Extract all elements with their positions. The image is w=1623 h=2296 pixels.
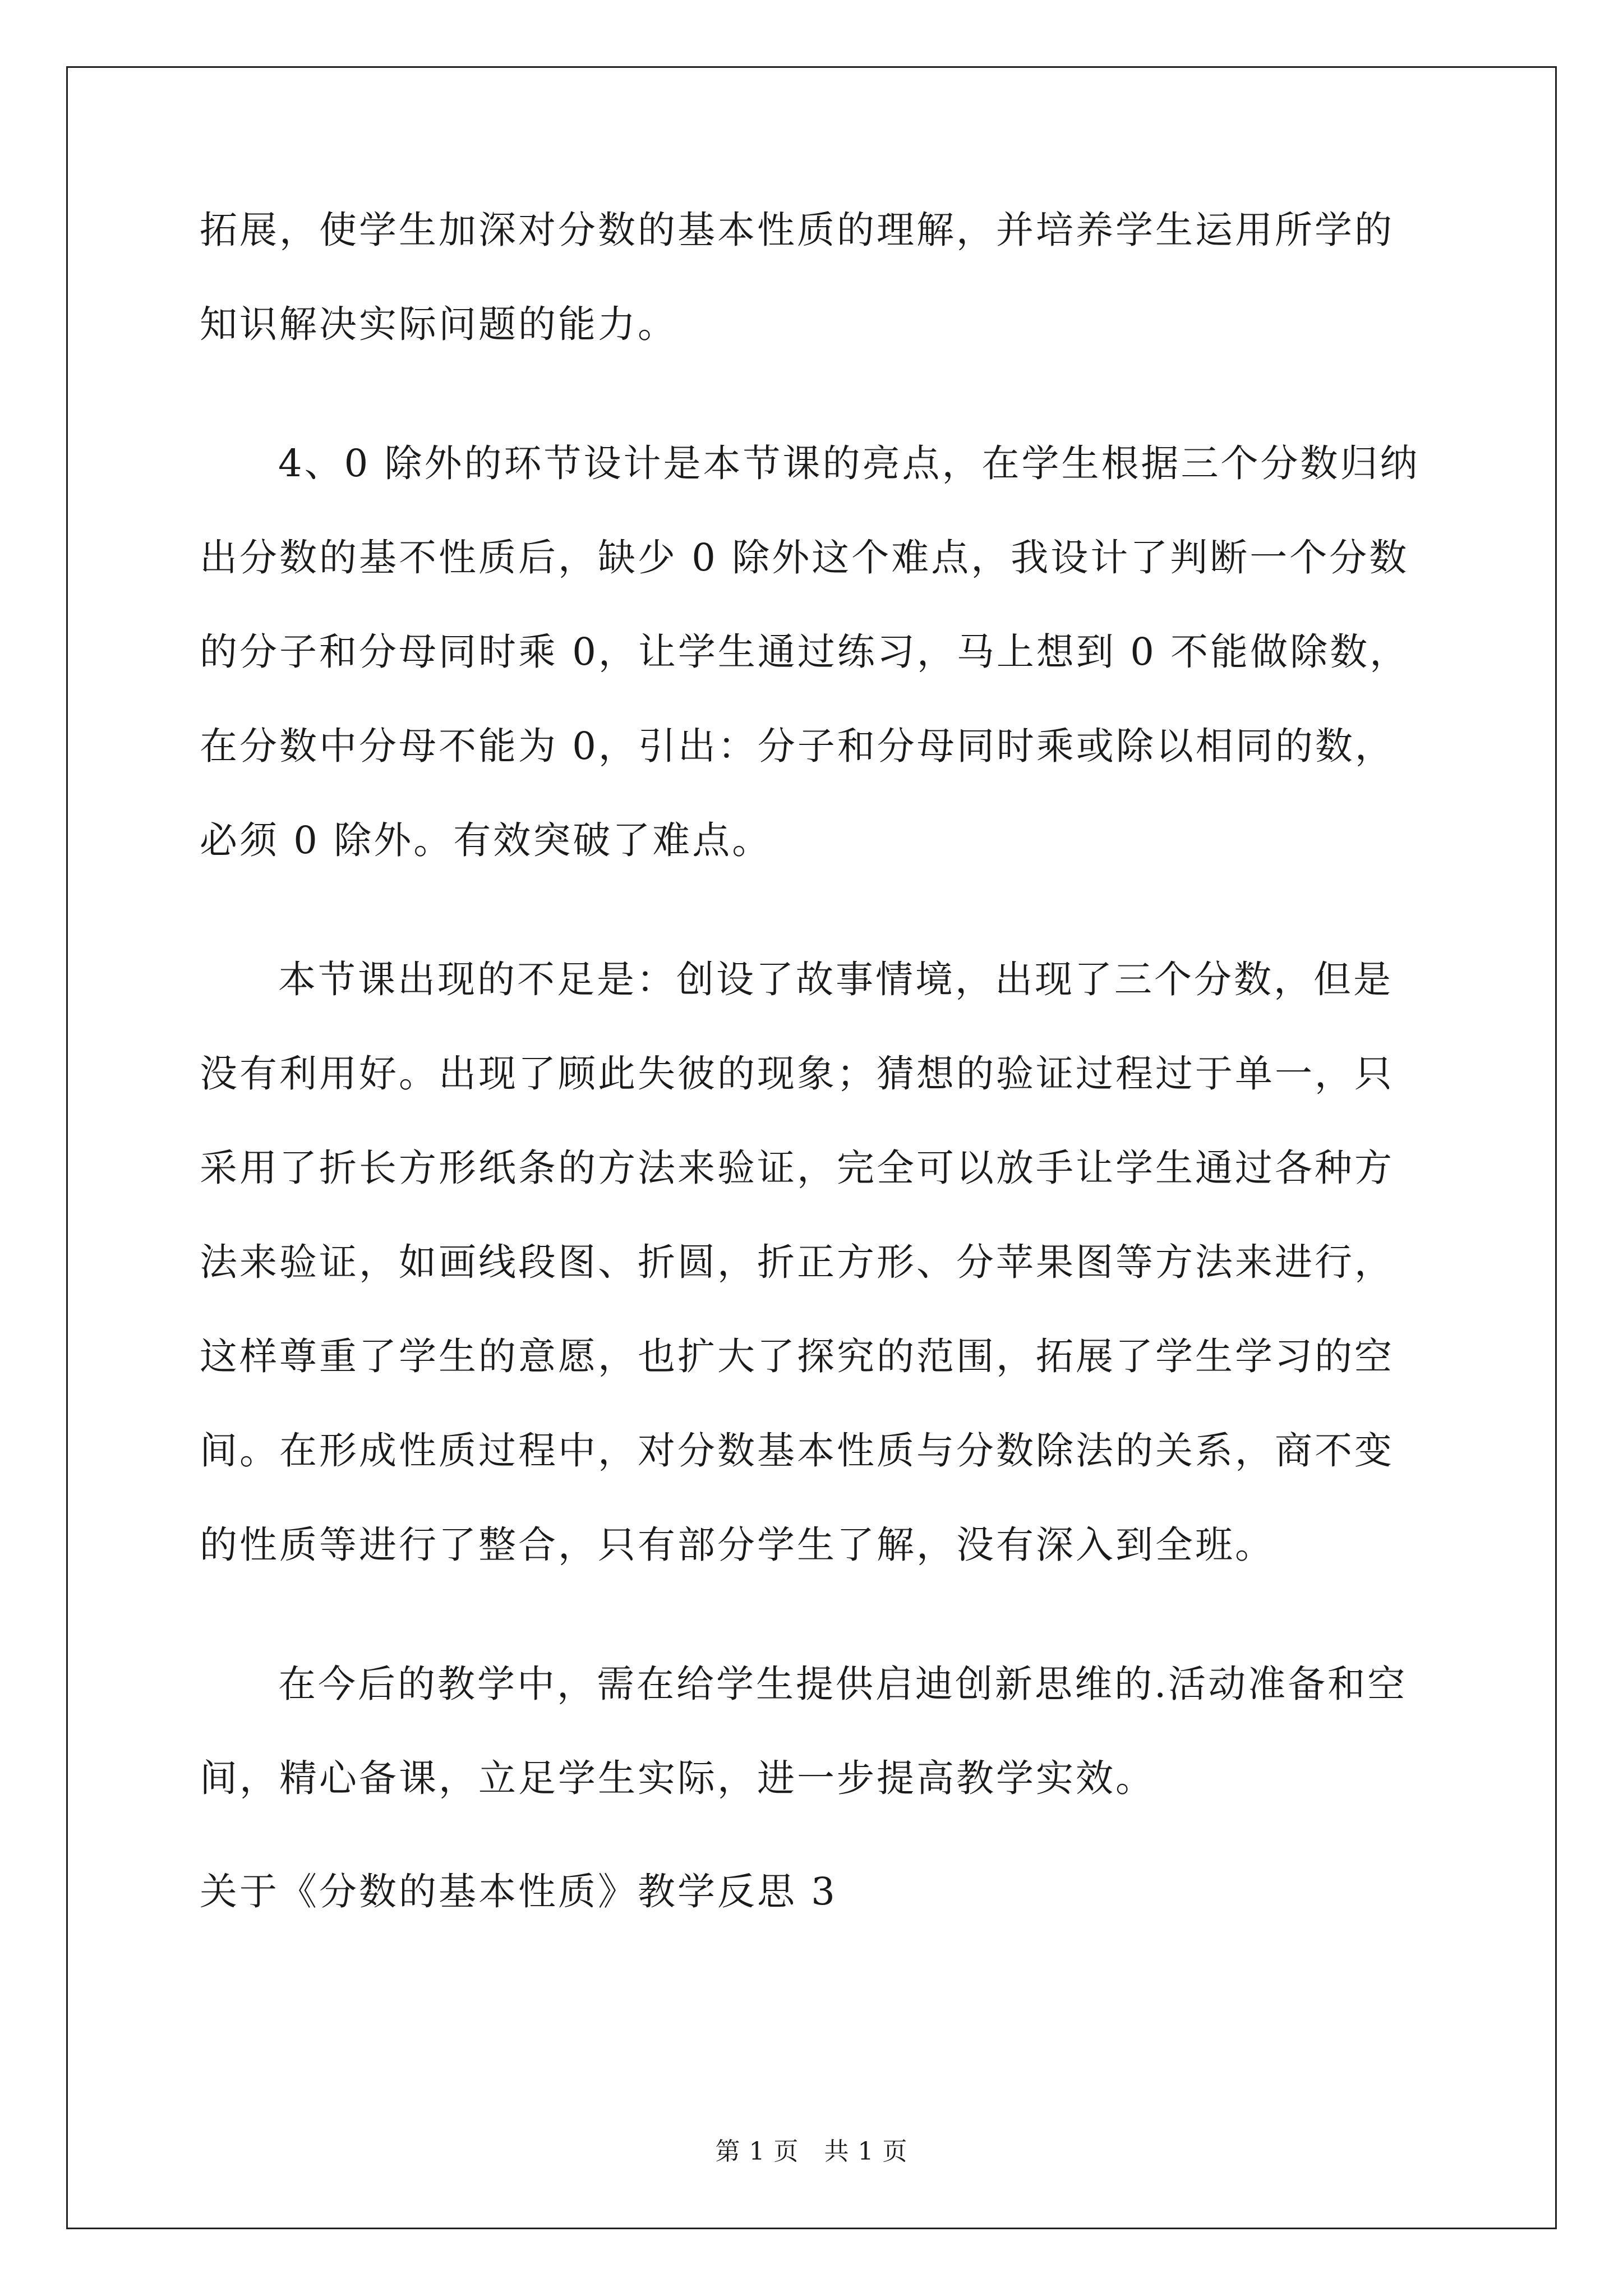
paragraph-start-line: 本节课出现的不足是：创设了故事情境，出现了三个分数，但是 [278,958,1393,1001]
text-line: 没有利用好。出现了顾此失彼的现象；猜想的验证过程过于单一，只 [200,1052,1394,1096]
text-line: 采用了折长方形纸条的方法来验证，完全可以放手让学生通过各种方 [200,1146,1394,1190]
section-heading: 关于《分数的基本性质》教学反思 3 [200,1870,837,1913]
text-line: 知识解决实际问题的能力。 [200,302,677,346]
text-line: 在分数中分母不能为 0，引出：分子和分母同时乘或除以相同的数， [200,724,1395,768]
paragraph-start-line: 4、0 除外的环节设计是本节课的亮点，在学生根据三个分数归纳 [278,441,1420,485]
text-line: 法来验证，如画线段图、折圆，折正方形、分苹果图等方法来进行， [200,1240,1394,1284]
text-line: 这样尊重了学生的意愿，也扩大了探究的范围，拓展了学生学习的空 [200,1335,1394,1378]
text-line: 间，精心备课，立足学生实际，进一步提高教学实效。 [200,1756,1155,1800]
text-line: 拓展，使学生加深对分数的基本性质的理解，并培养学生运用所学的 [200,208,1394,252]
paragraph-start-line: 在今后的教学中，需在给学生提供启迪创新思维的.活动准备和空 [278,1662,1408,1706]
page-footer: 第 1 页 共 1 页 [715,2137,908,2166]
text-line: 间。在形成性质过程中，对分数基本性质与分数除法的关系，商不变 [200,1429,1394,1473]
text-line: 必须 0 除外。有效突破了难点。 [200,818,772,862]
text-line: 的性质等进行了整合，只有部分学生了解，没有深入到全班。 [200,1523,1275,1567]
text-line: 出分数的基不性质后，缺少 0 除外这个难点，我设计了判断一个分数 [200,536,1409,579]
text-line: 的分子和分母同时乘 0，让学生通过练习，马上想到 0 不能做除数， [200,630,1410,674]
